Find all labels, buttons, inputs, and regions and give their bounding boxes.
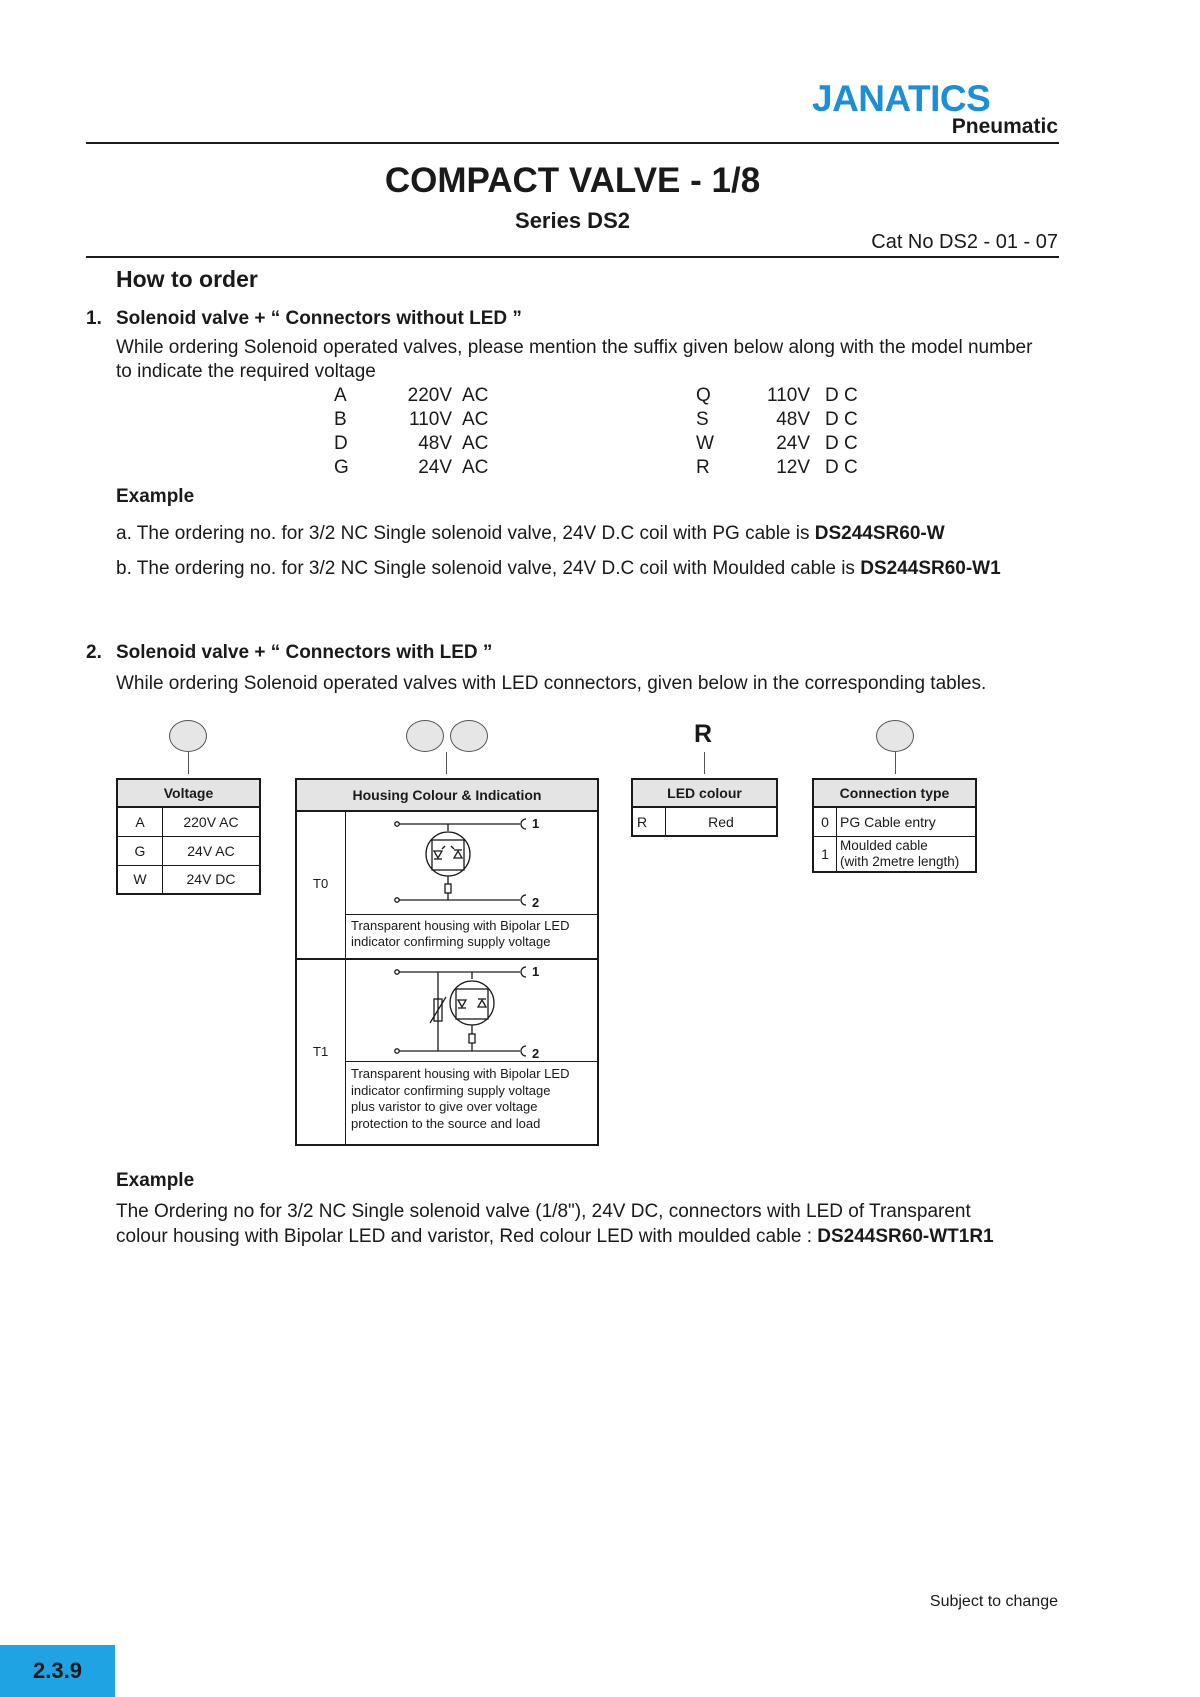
example-code: DS244SR60-WT1R1 [817,1226,994,1247]
voltage-type: D C [825,409,858,430]
voltage-code: S [696,409,709,430]
description-line: indicator confirming supply voltage [351,934,551,949]
connection-value-line: Moulded cable [840,837,928,853]
terminal-1-label: 1 [532,964,540,979]
terminal-1-label: 1 [532,816,540,831]
cell-divider [345,914,597,915]
table-row [632,807,777,836]
connection-value-cell [837,836,977,872]
voltage-code-row [334,432,504,456]
connection-code-placeholder [876,720,914,752]
example-b-code: DS244SR60-W1 [860,558,1001,579]
voltage-code-cell: A [117,807,163,836]
section1-number: 1. [86,308,102,329]
voltage-table-header: Voltage [117,779,260,807]
bipolar-led-circuit-icon [346,811,596,913]
dc-voltage-list [696,384,876,480]
example-a-text: a. The ordering no. for 3/2 NC Single solenoid valve, 24V D.C coil with PG cable is [116,523,815,544]
voltage-value: 12V [776,457,810,478]
voltage-type: AC [462,457,489,478]
voltage-value: 24V [418,457,452,478]
section2-example-line2 [116,1225,994,1249]
table-row [813,836,976,872]
housing-table [295,778,599,1146]
housing-t1-description [351,1066,569,1132]
placeholder-stem [895,752,896,774]
section2-number: 2. [86,642,102,663]
description-line: plus varistor to give over voltage [351,1099,538,1114]
led-code-cell: R [632,807,666,836]
voltage-code-row [696,432,876,456]
terminal-2-label: 2 [532,1046,540,1059]
example-text: colour housing with Bipolar LED and varistor, Red colour LED with moulded cable : [116,1226,818,1247]
table-row [117,865,260,894]
section1-description-line1: While ordering Solenoid operated valves, please mention the suffix given below along with the model number [116,337,1033,358]
table-row [117,836,260,865]
placeholder-stem [188,752,189,774]
section2-example-heading: Example [116,1170,195,1191]
section1-description-line2: to indicate the required voltage [116,361,376,382]
led-value-cell: Red [666,807,778,836]
voltage-value-cell: 24V DC [163,865,261,894]
voltage-code: D [334,433,348,454]
voltage-value: 220V [407,385,452,406]
housing-t0-description [351,918,569,950]
voltage-code-cell: G [117,836,163,865]
voltage-table [116,778,261,895]
led-colour-table [631,778,778,837]
led-table-header: LED colour [632,779,777,807]
connection-value-cell: PG Cable entry [837,807,977,836]
description-line: protection to the source and load [351,1115,541,1131]
connection-table-header: Connection type [813,779,976,807]
housing-code-placeholder-2 [450,720,488,752]
voltage-code: A [334,385,347,406]
ac-voltage-list [334,384,504,480]
section2-example-line1: The Ordering no for 3/2 NC Single solenoid valve (1/8"), 24V DC, connectors with LED of Transparent [116,1201,971,1222]
housing-code-placeholder-1 [406,720,444,752]
voltage-code: G [334,457,349,478]
placeholder-stem [446,752,447,774]
voltage-value: 48V [418,433,452,454]
how-to-order-heading: How to order [116,266,258,292]
voltage-value: 110V [409,409,452,430]
example-a-code: DS244SR60-W [814,523,945,544]
page-subtitle: Series DS2 [515,208,630,233]
housing-code-cell: T1 [313,1044,329,1059]
example-b-text: b. The ordering no. for 3/2 NC Single solenoid valve, 24V D.C coil with Moulded cable is [116,558,861,579]
section1-title: Solenoid valve + “ Connectors without LED ” [116,308,522,329]
voltage-value-cell: 220V AC [163,807,261,836]
voltage-code-row [334,456,504,480]
title-divider [86,256,1059,258]
voltage-value: 48V [776,409,810,430]
voltage-code: B [334,409,347,430]
brand-logo: JANATICS [812,78,991,119]
terminal-2-label: 2 [532,895,540,910]
cell-divider [345,1061,597,1062]
section2-description: While ordering Solenoid operated valves with LED connectors, given below in the corresponding tables. [116,673,987,694]
connection-value-line: (with 2metre length) [840,853,960,869]
description-line: Transparent housing with Bipolar LED [351,1066,570,1081]
voltage-code-row [696,408,876,432]
voltage-code-row [334,408,504,432]
voltage-code: R [696,457,710,478]
section1-example-heading: Example [116,486,195,507]
voltage-type: D C [825,385,858,406]
voltage-type: AC [462,385,489,406]
table-row [813,807,976,836]
description-line: indicator confirming supply voltage [351,1082,551,1098]
voltage-type: AC [462,433,489,454]
catalog-number: Cat No DS2 - 01 - 07 [871,231,1058,253]
housing-code-cell: T0 [313,876,329,891]
row-divider [297,958,597,960]
voltage-code-row [696,456,876,480]
description-line: Transparent housing with Bipolar LED [351,918,570,933]
voltage-code: Q [696,385,711,406]
brand-subtitle: Pneumatic [951,115,1058,138]
led-code-marker: R [694,720,713,748]
section1-example-b [116,557,1001,581]
voltage-type: D C [825,433,858,454]
voltage-value: 110V [767,385,810,406]
connection-code-cell: 1 [813,836,837,872]
section1-example-a [116,522,945,546]
voltage-code-cell: W [117,865,163,894]
subject-to-change-note: Subject to change [929,1593,1058,1610]
housing-table-header: Housing Colour & Indication [297,780,597,812]
voltage-code: W [696,433,714,454]
voltage-code-row [696,384,876,408]
header-divider [86,142,1059,144]
voltage-type: D C [825,457,858,478]
voltage-type: AC [462,409,489,430]
table-row [117,807,260,836]
voltage-code-placeholder [169,720,207,752]
page-number: 2.3.9 [33,1658,82,1683]
connection-type-table [812,778,977,873]
bipolar-led-varistor-circuit-icon [346,961,596,1059]
connection-code-cell: 0 [813,807,837,836]
voltage-value: 24V [776,433,810,454]
voltage-value-cell: 24V AC [163,836,261,865]
voltage-code-row [334,384,504,408]
placeholder-stem [704,752,705,774]
section2-title: Solenoid valve + “ Connectors with LED ” [116,642,493,663]
page-title: COMPACT VALVE - 1/8 [384,161,761,200]
